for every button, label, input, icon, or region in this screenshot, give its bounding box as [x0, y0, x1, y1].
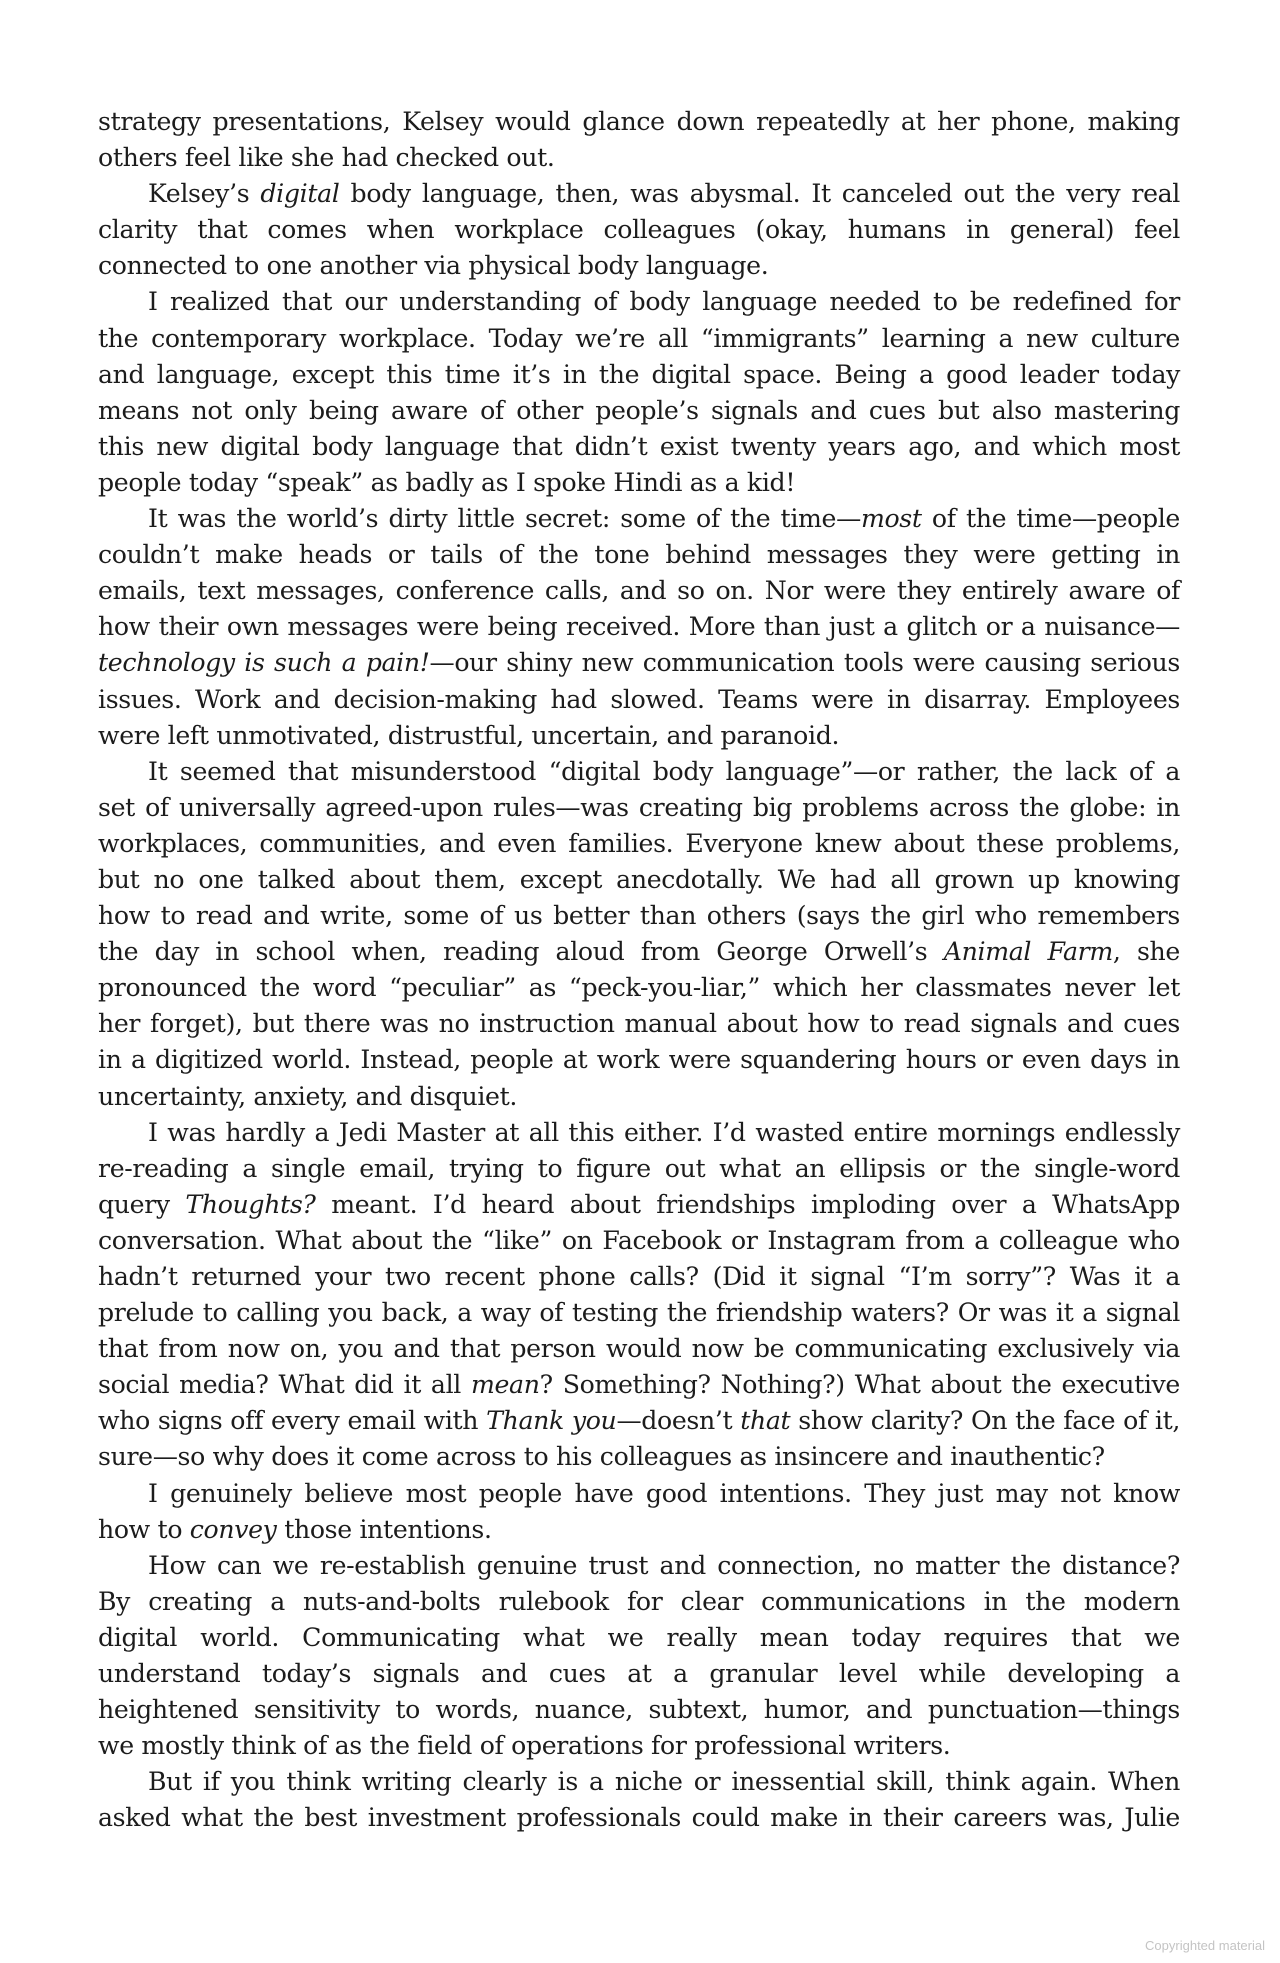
- paragraph: [98, 1764, 1180, 1836]
- text-line: [98, 1367, 1180, 1403]
- italic-text: most: [860, 504, 922, 534]
- text-run: By creating a nuts-and-bolts rulebook for clear communications in the modern: [98, 1586, 1180, 1616]
- text-line: [98, 645, 1180, 681]
- text-run: her forget), but there was no instruction manual about how to read signals and cues: [98, 1009, 1180, 1039]
- text-line: [98, 1656, 1180, 1692]
- text-run: digital world. Communicating what we really mean today requires that we: [98, 1622, 1180, 1652]
- italic-text: Thoughts?: [185, 1189, 316, 1219]
- text-line: [98, 1512, 1180, 1548]
- text-run: prelude to calling you back, a way of testing the friendship waters? Or was it a signal: [98, 1298, 1180, 1328]
- text-line: [98, 248, 1180, 284]
- text-line: [98, 1006, 1180, 1042]
- text-line: [98, 1331, 1180, 1367]
- text-line: [98, 1620, 1180, 1656]
- text-run: It seemed that misunderstood “digital body language”—or rather, the lack of a: [148, 756, 1180, 786]
- text-run: workplaces, communities, and even families. Everyone knew about these problems,: [98, 828, 1180, 858]
- text-run: meant. I’d heard about friendships imploding over a WhatsApp: [315, 1189, 1180, 1219]
- text-line: [98, 357, 1180, 393]
- text-run: this new digital body language that didn’t exist twenty years ago, and which most: [98, 431, 1180, 461]
- text-line: [98, 862, 1180, 898]
- text-line: [98, 609, 1180, 645]
- text-run: social media? What did it all: [98, 1370, 471, 1400]
- text-line: [98, 176, 1180, 212]
- paragraph: [98, 176, 1180, 284]
- text-run: were left unmotivated, distrustful, uncertain, and paranoid.: [98, 720, 840, 750]
- text-line: [98, 1476, 1180, 1512]
- paragraph: [98, 104, 1180, 176]
- text-run: who signs off every email with: [98, 1406, 487, 1436]
- text-run: couldn’t make heads or tails of the tone behind messages they were getting in: [98, 540, 1180, 570]
- text-run: Kelsey’s: [148, 179, 261, 209]
- italic-text: digital: [260, 179, 340, 209]
- paragraph: [98, 1548, 1180, 1765]
- text-run: show clarity? On the face of it,: [790, 1406, 1181, 1436]
- text-line: [98, 970, 1180, 1006]
- text-run: but no one talked about them, except anecdotally. We had all grown up knowing: [98, 864, 1180, 894]
- text-line: [98, 898, 1180, 934]
- text-run: clarity that comes when workplace colleagues (okay, humans in general) feel: [98, 215, 1180, 245]
- text-run: that from now on, you and that person would now be communicating exclusively via: [98, 1334, 1180, 1364]
- text-line: [98, 501, 1180, 537]
- text-run: the contemporary workplace. Today we’re all “immigrants” learning a new culture: [98, 323, 1180, 353]
- text-line: [98, 1151, 1180, 1187]
- text-line: [98, 140, 1180, 176]
- paragraph: [98, 284, 1180, 501]
- text-line: [98, 682, 1180, 718]
- text-run: body language, then, was abysmal. It canceled out the very real: [339, 179, 1181, 209]
- text-run: people today “speak” as badly as I spoke Hindi as a kid!: [98, 467, 796, 497]
- text-run: how their own messages were being received. More than just a glitch or a nuisance—: [98, 612, 1180, 642]
- text-line: [98, 1115, 1180, 1151]
- text-run: I realized that our understanding of body language needed to be redefined for: [148, 287, 1180, 317]
- italic-text: Thank you: [486, 1406, 617, 1436]
- text-line: [98, 1187, 1180, 1223]
- text-run: emails, text messages, conference calls, and so on. Nor were they entirely aware of: [98, 576, 1180, 606]
- text-line: [98, 1403, 1180, 1439]
- text-line: [98, 1259, 1180, 1295]
- text-run: how to: [98, 1514, 190, 1544]
- text-line: [98, 393, 1180, 429]
- text-run: It was the world’s dirty little secret: some of the time—: [148, 504, 861, 534]
- italic-text: convey: [189, 1514, 277, 1544]
- text-run: hadn’t returned your two recent phone calls? (Did it signal “I’m sorry”? Was it a: [98, 1262, 1180, 1291]
- text-line: [98, 573, 1180, 609]
- text-line: [98, 1042, 1180, 1078]
- text-line: [98, 104, 1180, 140]
- text-run: heightened sensitivity to words, nuance, subtext, humor, and punctuation—things: [98, 1695, 1180, 1725]
- paragraph: [98, 501, 1180, 754]
- text-run: those intentions.: [276, 1514, 492, 1544]
- text-run: re-reading a single email, trying to figure out what an ellipsis or the single-word: [98, 1153, 1180, 1183]
- text-run: how to read and write, some of us better than others (says the girl who remembers: [98, 901, 1180, 931]
- text-run: and language, except this time it’s in the digital space. Being a good leader today: [98, 359, 1180, 389]
- text-run: set of universally agreed-upon rules—was creating big problems across the globe: in: [98, 792, 1180, 822]
- copyright-watermark: Copyrighted material: [1145, 1938, 1265, 1953]
- text-run: I was hardly a Jedi Master at all this either. I’d wasted entire mornings endlessly: [148, 1117, 1180, 1147]
- text-run: How can we re-establish genuine trust and connection, no matter the distance?: [148, 1550, 1180, 1580]
- text-line: [98, 465, 1180, 501]
- text-line: [98, 429, 1180, 465]
- text-run: pronounced the word “peculiar” as “peck-you-liar,” which her classmates never let: [98, 973, 1180, 1003]
- text-line: [98, 1764, 1180, 1800]
- text-run: ? Something? Nothing?) What about the executive: [539, 1370, 1180, 1400]
- text-run: strategy presentations, Kelsey would glance down repeatedly at her phone, making: [98, 107, 1180, 136]
- text-line: [98, 1439, 1180, 1475]
- text-line: [98, 1548, 1180, 1584]
- text-line: [98, 1584, 1180, 1620]
- text-line: [98, 321, 1180, 357]
- text-line: [98, 1295, 1180, 1331]
- italic-text: that: [740, 1406, 791, 1436]
- text-line: [98, 934, 1180, 970]
- text-line: [98, 284, 1180, 320]
- text-run: issues. Work and decision-making had slowed. Teams were in disarray. Employees: [98, 684, 1180, 714]
- text-line: [98, 1223, 1180, 1259]
- text-line: [98, 754, 1180, 790]
- text-run: —doesn’t: [616, 1406, 741, 1436]
- text-run: uncertainty, anxiety, and disquiet.: [98, 1081, 518, 1111]
- text-run: of the time—people: [921, 504, 1180, 534]
- paragraph: [98, 754, 1180, 1115]
- text-run: —our shiny new communication tools were causing serious: [429, 648, 1180, 678]
- text-run: the day in school when, reading aloud from George Orwell’s: [98, 937, 944, 967]
- text-run: query: [98, 1189, 186, 1219]
- italic-text: technology is such a pain!: [98, 648, 430, 678]
- text-run: means not only being aware of other people’s signals and cues but also mastering: [98, 395, 1180, 425]
- paragraph: [98, 1115, 1180, 1476]
- text-run: connected to one another via physical body language.: [98, 251, 769, 281]
- text-line: [98, 718, 1180, 754]
- book-page-body: [98, 104, 1180, 1837]
- text-line: [98, 826, 1180, 862]
- text-run: conversation. What about the “like” on Facebook or Instagram from a colleague who: [98, 1225, 1180, 1255]
- text-run: I genuinely believe most people have good intentions. They just may not know: [148, 1478, 1180, 1508]
- text-run: understand today’s signals and cues at a granular level while developing a: [98, 1659, 1180, 1689]
- text-run: asked what the best investment professionals could make in their careers was, Julie: [98, 1803, 1180, 1833]
- text-line: [98, 537, 1180, 573]
- text-line: [98, 1728, 1180, 1764]
- italic-text: Animal Farm: [943, 937, 1113, 967]
- text-run: others feel like she had checked out.: [98, 143, 555, 173]
- text-run: But if you think writing clearly is a niche or inessential skill, think again. When: [148, 1767, 1180, 1797]
- text-line: [98, 790, 1180, 826]
- text-line: [98, 1692, 1180, 1728]
- paragraph: [98, 1476, 1180, 1548]
- text-line: [98, 212, 1180, 248]
- text-run: , she: [1112, 937, 1180, 967]
- text-line: [98, 1079, 1180, 1115]
- text-run: we mostly think of as the field of operations for professional writers.: [98, 1731, 951, 1761]
- italic-text: mean: [470, 1370, 540, 1400]
- text-run: in a digitized world. Instead, people at work were squandering hours or even days in: [98, 1045, 1180, 1075]
- text-line: [98, 1800, 1180, 1836]
- text-run: sure—so why does it come across to his colleagues as insincere and inauthentic?: [98, 1442, 1105, 1472]
